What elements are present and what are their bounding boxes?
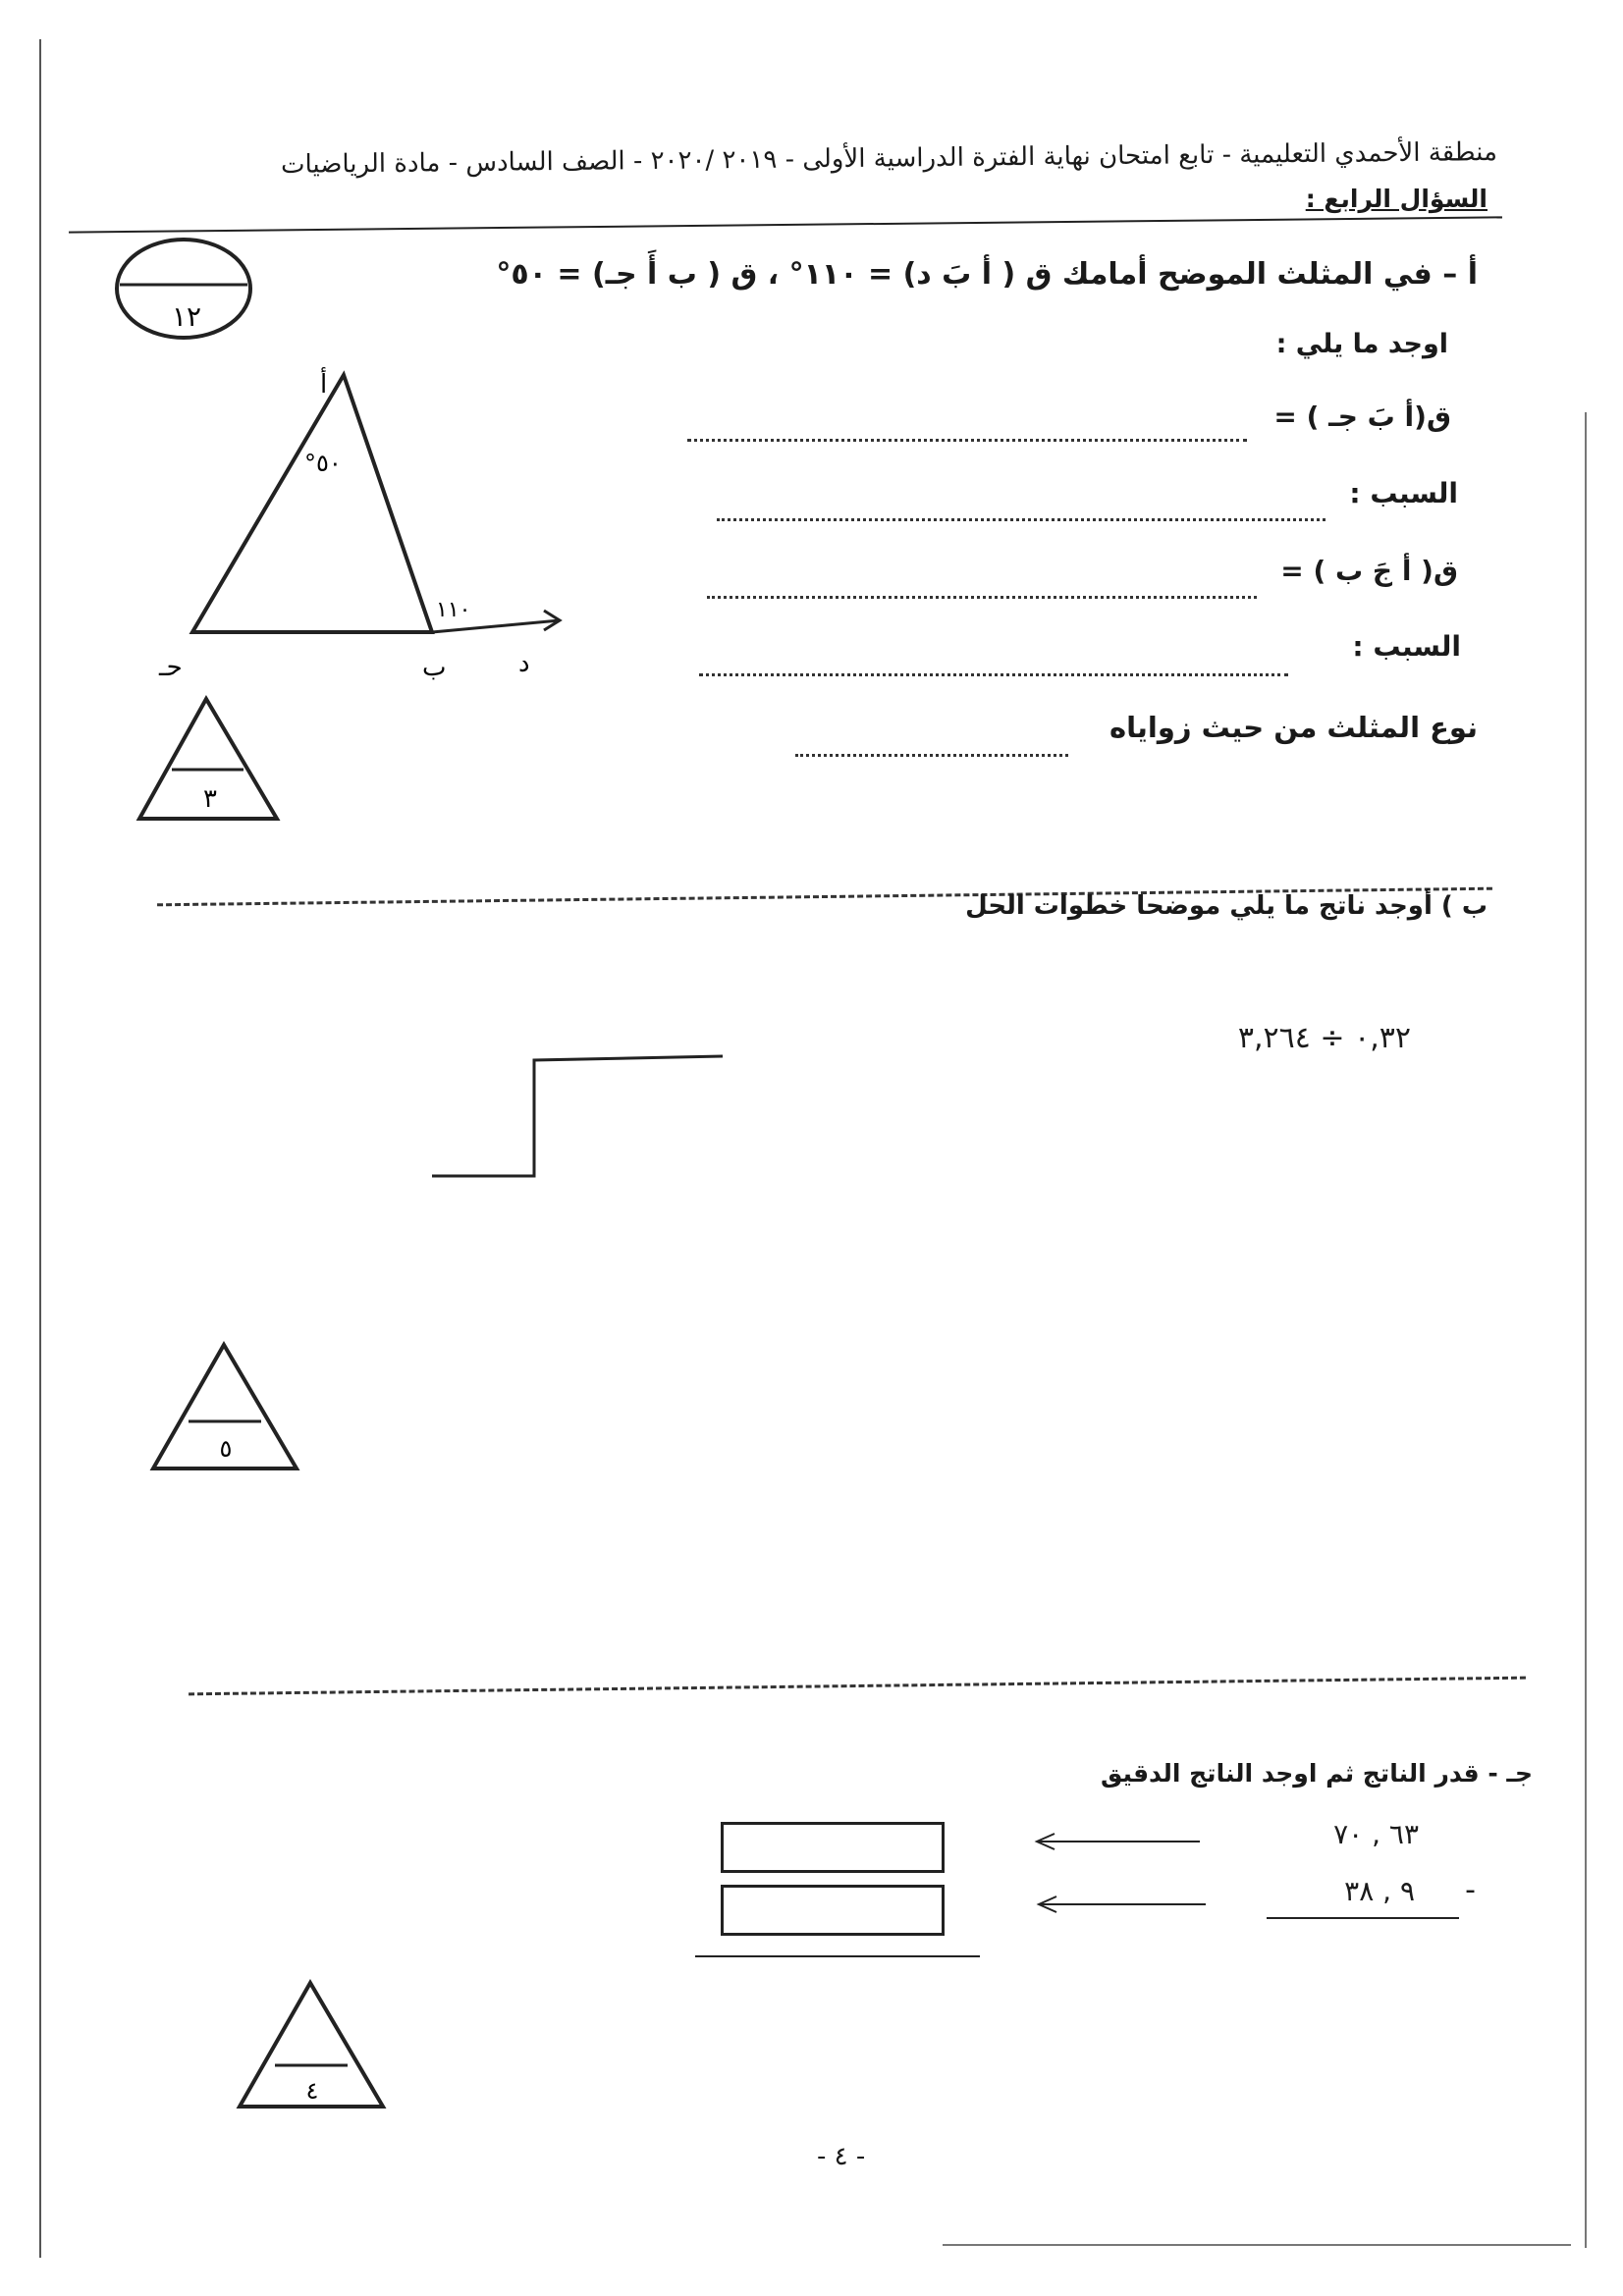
estimate-box-2[interactable]	[721, 1885, 945, 1936]
part-b-expression: ٠,٣٢ ÷ ٣,٢٦٤	[1237, 1021, 1411, 1055]
estimate-arrow-1	[1033, 1830, 1202, 1853]
angle-ext-label: ١١٠	[436, 598, 471, 622]
angle-a-label: °٥٠	[304, 450, 342, 477]
division-bracket	[430, 1052, 725, 1180]
part-a-reason2: السبب :	[1352, 630, 1461, 663]
part-c-num1: ٦٣ , ٧٠	[1333, 1818, 1419, 1850]
part-a-prompt: أ – في المثلث الموضح أمامك ق ( أ بَ د) = ١١٠° ، ق ( ب أَ جـ) = ٥٠°	[496, 257, 1478, 292]
part-a-q1-answer	[687, 439, 1247, 442]
score-circle	[110, 234, 257, 344]
part-c-num2: ٩ , ٣٨	[1344, 1875, 1415, 1907]
part-b-prompt: ب ) أوجد ناتج ما يلي موضحا خطوات الحل	[965, 891, 1488, 921]
part-a-type: نوع المثلث من حيث زواياه	[1109, 711, 1478, 744]
part-a-find: اوجد ما يلي :	[1275, 329, 1448, 359]
marks-value-c: ٤	[305, 2077, 319, 2105]
marks-triangle-a	[135, 695, 283, 823]
part-a-q2-answer	[707, 596, 1257, 599]
marks-value-b: ٥	[219, 1435, 233, 1463]
point-d-label: د	[518, 649, 530, 678]
part-a-q1: ق(أ بَ جـ ) =	[1273, 400, 1451, 433]
estimate-sum-line	[695, 1955, 980, 1957]
bottom-rule	[943, 2244, 1571, 2246]
question-title: السؤال الرابع :	[1305, 185, 1488, 213]
vertex-c-label: حـ	[159, 653, 183, 682]
page-number: - ٤ -	[817, 2142, 866, 2171]
part-a-q2: ق( أ جَ ب ) =	[1280, 555, 1458, 587]
estimate-arrow-2	[1035, 1893, 1208, 1916]
left-margin-line	[39, 39, 41, 2258]
part-a-reason1: السبب :	[1349, 477, 1458, 509]
part-a-reason1-answer	[717, 518, 1325, 521]
score-value: ١٢	[171, 300, 202, 333]
part-c-prompt: جـ - قدر الناتج ثم اوجد الناتج الدقيق	[1100, 1759, 1533, 1788]
part-a-reason2-answer	[699, 673, 1288, 676]
estimate-box-1[interactable]	[721, 1822, 945, 1873]
vertex-a-label: أ	[320, 370, 328, 400]
marks-triangle-c	[236, 1979, 389, 2110]
vertex-b-label: ب	[422, 653, 447, 682]
triangle-figure	[147, 363, 569, 687]
right-margin-line	[1585, 412, 1587, 2248]
part-c-sum-line	[1267, 1917, 1459, 1919]
part-c-operator: -	[1465, 1873, 1476, 1907]
header-rule	[69, 216, 1502, 233]
marks-value-a: ٣	[203, 784, 217, 814]
part-a-type-answer	[795, 754, 1068, 757]
header-title: منطقة الأحمدي التعليمية - تابع امتحان نهاية الفترة الدراسية الأولى - ٢٠١٩ /٢٠٢٠ - الصف السادس - مادة الرياضيات	[280, 137, 1498, 180]
separator-2	[189, 1677, 1526, 1696]
marks-triangle-b	[149, 1341, 302, 1472]
